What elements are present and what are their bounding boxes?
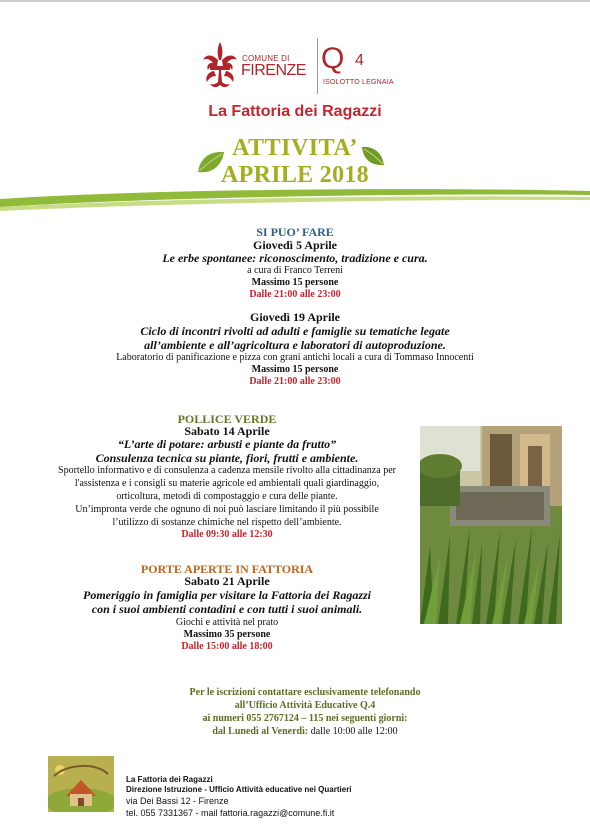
section-title-pollice-verde: POLLICE VERDE: [177, 412, 277, 426]
fattoria-title: La Fattoria dei Ragazzi: [208, 103, 382, 120]
fattoria-logo: [48, 756, 114, 812]
activities-heading: ATTIVITA’: [232, 135, 358, 161]
quartiere-4-logo: [321, 44, 401, 92]
comune-label: COMUNE DI: [242, 54, 290, 63]
event-capacity: Massimo 35 persone: [183, 629, 271, 640]
contact-time: dalle 10:00 alle 12:00: [308, 726, 398, 737]
contact-phone: ai numeri 055 2767124 – 115 nei seguenti giorni:: [202, 713, 408, 724]
contact-line: Per le iscrizioni contattare esclusivamente telefonando: [189, 687, 421, 698]
q4-number: 4: [355, 52, 364, 69]
event-curator: a cura di Franco Terreni: [247, 265, 343, 276]
event-subtitle: “L’arte di potare: arbusti e piante da frutto”: [117, 437, 337, 451]
event-time: Dalle 09:30 alle 12:30: [181, 529, 273, 540]
section-title-si-puo-fare: SI PUO’ FARE: [256, 225, 334, 239]
contact-line: all’Ufficio Attività Educative Q.4: [234, 700, 376, 711]
month-heading: APRILE 2018: [221, 162, 369, 188]
event-description: Laboratorio di panificazione e pizza con grani antichi locali a cura di Tommaso Innocenti: [116, 352, 474, 363]
contact-hours: [140, 726, 470, 737]
logo-divider: [317, 38, 318, 94]
event-description: orticoltura, metodi di compostaggio e cura delle piante.: [116, 491, 338, 502]
event-day: Giovedì 19 Aprile: [250, 310, 340, 324]
event-subtitle: all’ambiente e all’agricoltura e laboratori di autoproduzione.: [144, 338, 446, 352]
event-description: Giochi e attività nel prato: [175, 617, 279, 628]
event-subtitle: Le erbe spontanee: riconoscimento, tradizione e cura.: [162, 251, 428, 265]
event-day: Sabato 21 Aprile: [184, 574, 270, 588]
footer-address: via Dei Bassi 12 - Firenze: [126, 796, 229, 806]
footer-name: La Fattoria dei Ragazzi: [126, 775, 213, 784]
footer-contacts: tel. 055 7331367 - mail fattoria.ragazzi@comune.fi.it: [126, 808, 335, 818]
q4-subtitle: ISOLOTTO LEGNAIA: [323, 79, 394, 86]
event-description: Un’impronta verde che ognuno di noi può lasciare limitando il più possibile: [75, 504, 379, 515]
event-description: Sportello informativo e di consulenza a cadenza mensile rivolto alla cittadinanza per: [58, 465, 396, 476]
green-swoosh-divider: [0, 185, 590, 213]
comune-firenze-logo: [200, 40, 318, 92]
event-subtitle: Pomeriggio in famiglia per visitare la Fattoria dei Ragazzi: [82, 588, 371, 602]
florence-lily-icon: [200, 40, 240, 90]
event-time: Dalle 21:00 alle 23:00: [249, 376, 341, 387]
event-subtitle: con i suoi ambienti contadini e con tutti i suoi animali.: [91, 602, 363, 616]
event-time: Dalle 15:00 alle 18:00: [181, 641, 273, 652]
contact-days: dal Lunedì al Venerdì:: [212, 726, 309, 737]
event-day: Sabato 14 Aprile: [184, 424, 270, 438]
event-description: l’utilizzo di sostanze chimiche nel rispetto dell’ambiente.: [112, 517, 342, 528]
top-border: [0, 0, 590, 2]
event-capacity: Massimo 15 persone: [251, 277, 339, 288]
event-capacity: Massimo 15 persone: [251, 364, 339, 375]
event-day: Giovedì 5 Aprile: [253, 238, 337, 252]
event-description: l'assistenza e i consigli su materie agricole ed ambientali quali giardinaggio,: [74, 478, 380, 489]
q4-letter: Q: [321, 42, 345, 75]
footer-department: Direzione Istruzione - Ufficio Attività educative nei Quartieri: [126, 785, 352, 794]
section-title-porte-aperte: PORTE APERTE IN FATTORIA: [140, 562, 314, 576]
event-time: Dalle 21:00 alle 23:00: [249, 289, 341, 300]
firenze-label: FIRENZE: [241, 62, 306, 79]
event-subtitle: Consulenza tecnica su piante, fiori, frutti e ambiente.: [95, 451, 359, 465]
event-subtitle: Ciclo di incontri rivolti ad adulti e famiglie su tematiche legate: [140, 324, 450, 338]
